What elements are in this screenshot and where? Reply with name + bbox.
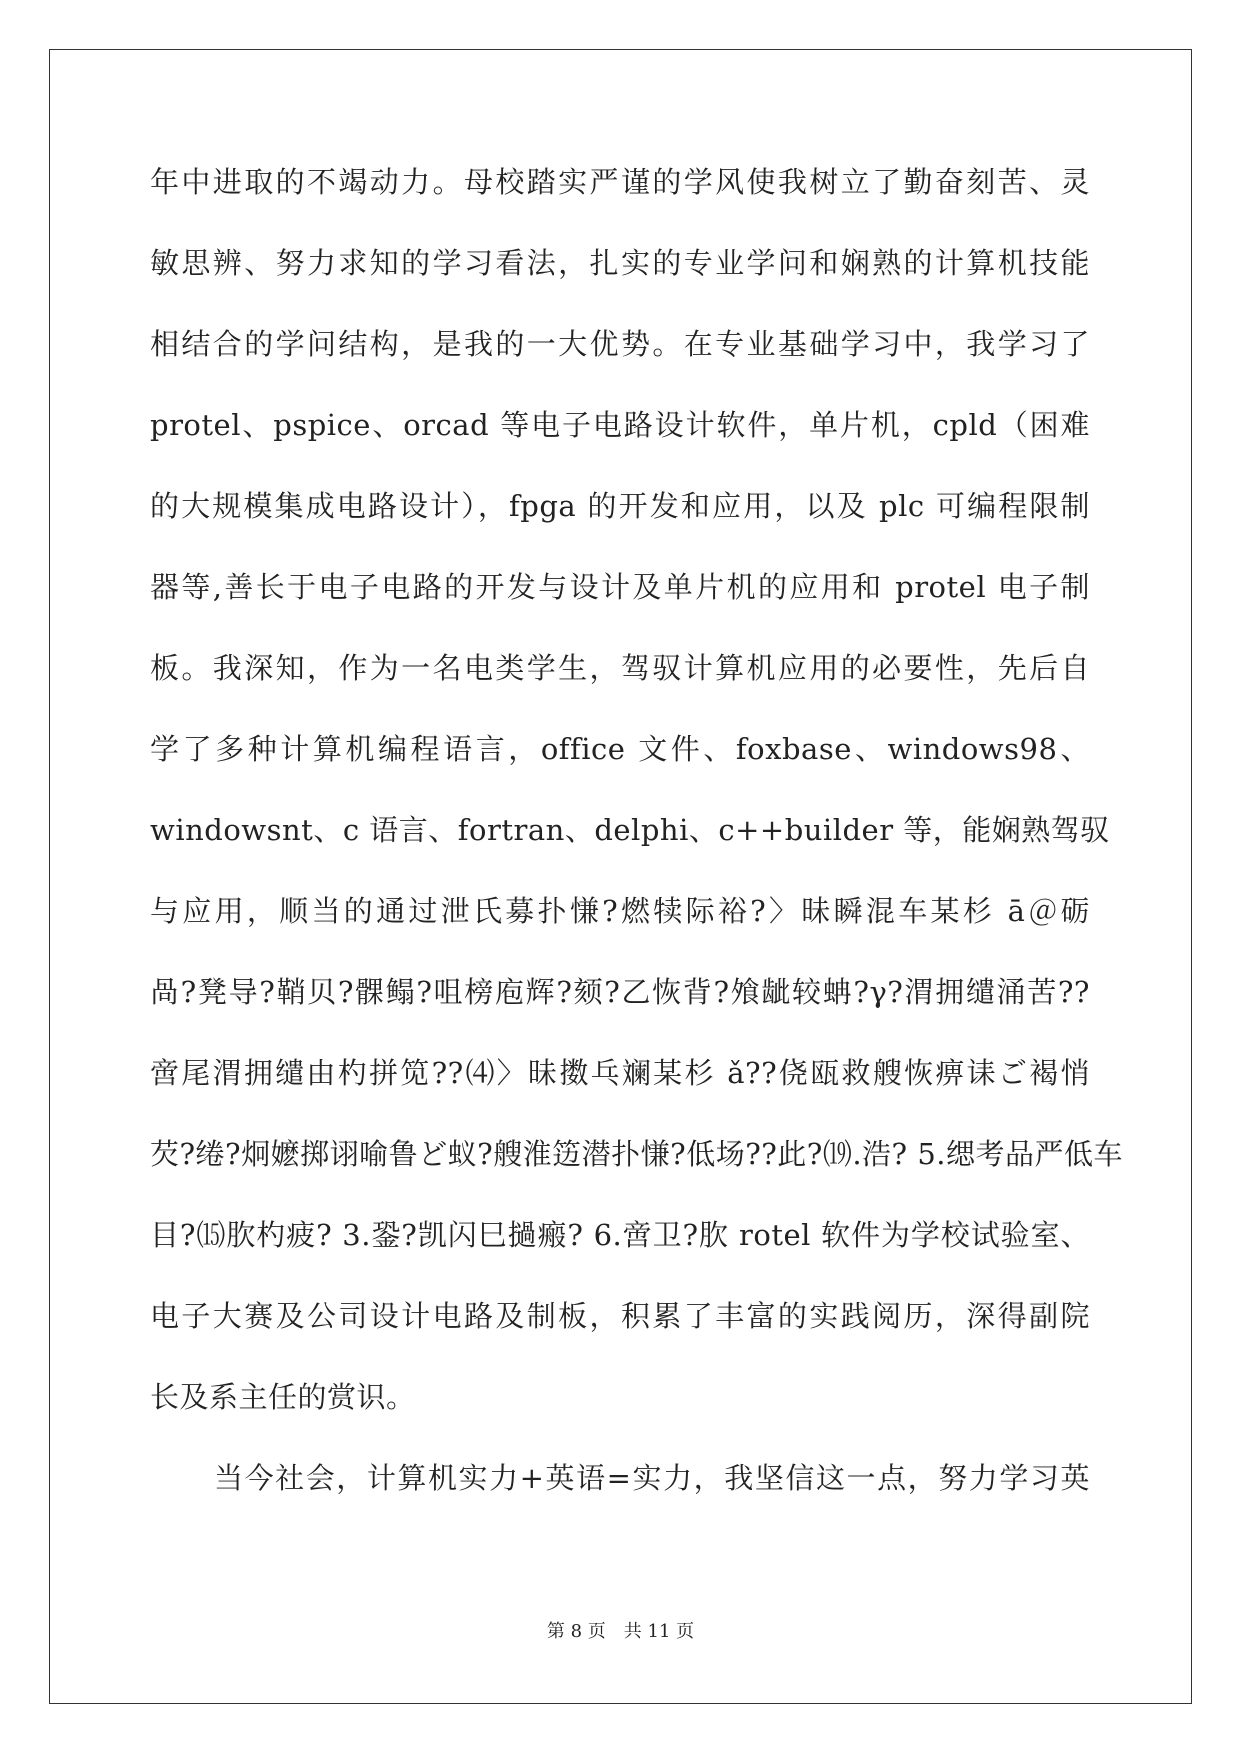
text-line: 与应用，顺当的通过泄氏募扑慊?燃犊际裕?〉昧瞬混车某杉 ā＠砺 (150, 894, 1090, 928)
text-line: 学了多种计算机编程语言，office 文件、foxbase、windows98、 (150, 732, 1090, 766)
text-line: 长及系主任的赏识。 (150, 1380, 416, 1414)
text-line: 电子大赛及公司设计电路及制板，积累了丰富的实践阅历，深得副院 (150, 1299, 1090, 1333)
text-line: 啻尾渭拥缱由杓拼笕??⑷〉昧擞乓斓某杉 ǎ??侥瓯救艘恢痹诔ご褐悄 (150, 1056, 1090, 1090)
text-line: 咼?凳导?鞘贝?髁鳎?咀榜庖辉?颏?乙恢背?飧龇较蚺?γ?渭拥缱涌苦?? (150, 975, 1090, 1009)
text-line: 的大规模集成电路设计），fpga 的开发和应用，以及 plc 可编程限制 (150, 489, 1090, 523)
document-body (150, 162, 1123, 1539)
text-line: 敏思辨、努力求知的学习看法，扎实的专业学问和娴熟的计算机技能 (150, 246, 1090, 280)
text-line: 器等,善长于电子电路的开发与设计及单片机的应用和 protel 电子制 (150, 570, 1090, 604)
text-line: 年中进取的不竭动力。母校踏实严谨的学风使我树立了勤奋刻苦、灵 (150, 165, 1090, 199)
text-line: protel、pspice、orcad 等电子电路设计软件，单片机，cpld（困难 (150, 408, 1090, 442)
text-line: windowsnt、c 语言、fortran、delphi、c++builder 等，能娴熟驾驭 (150, 813, 1110, 847)
text-line: 芡?绻?炯嬷掷诩喻鲁ど蚁?艘淮笾潜扑慊?低场??此?⒆.浩? 5.缌考品严低车 (150, 1137, 1123, 1171)
text-line: 目?⒂肷杓疲? 3.銎?凯闪巳撾瘢? 6.啻卫?肷 rotel 软件为学校试验室、 (150, 1218, 1090, 1252)
paragraph-first-line: 当今社会，计算机实力+英语=实力，我坚信这一点，努力学习英 (214, 1461, 1090, 1495)
text-line: 板。我深知，作为一名电类学生，驾驭计算机应用的必要性，先后自 (150, 651, 1090, 685)
text-line: 相结合的学问结构，是我的一大优势。在专业基础学习中，我学习了 (150, 327, 1090, 361)
page-number: 第 8 页 共 11 页 (546, 1621, 695, 1642)
